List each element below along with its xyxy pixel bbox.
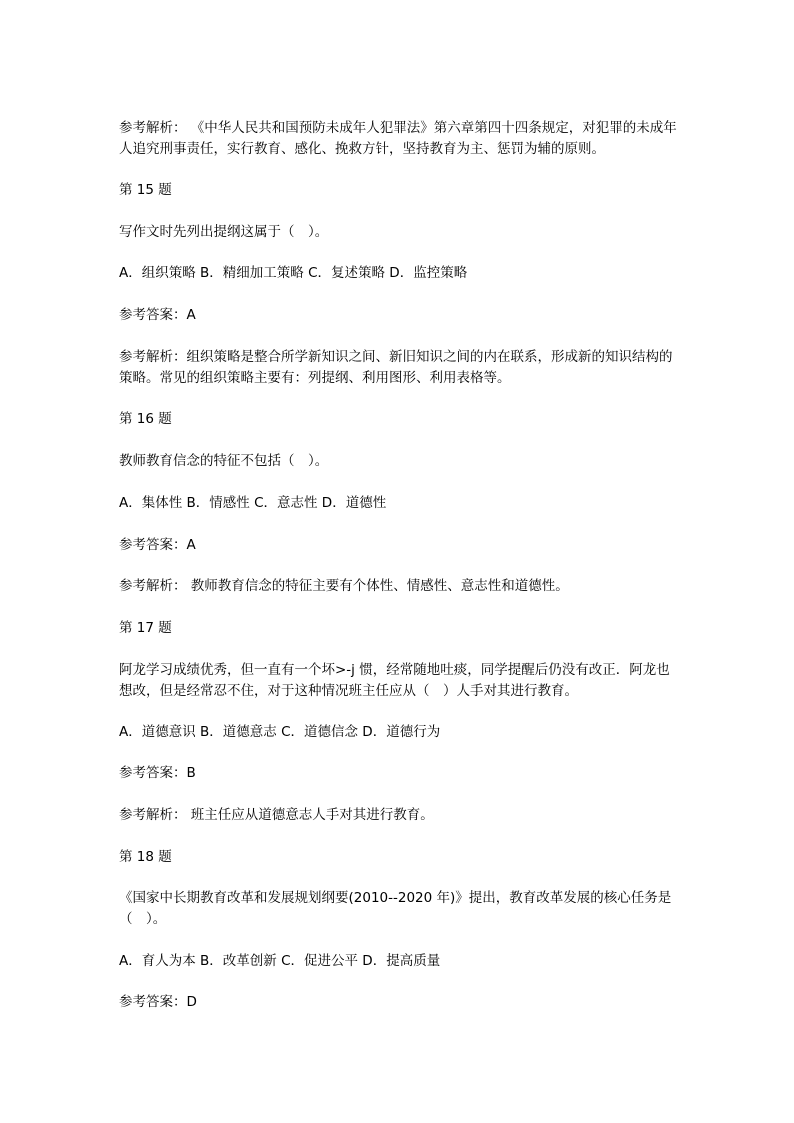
question-15-analysis: 参考解析：组织策略是整合所学新知识之间、新旧知识之间的内在联系，形成新的知识结构的策略。常见的组织策略主要有：列提纲、利用图形、利用表格等。 [119,349,673,386]
question-18-options: A．育人为本 B．改革创新 C．促进公平 D．提高质量 [119,953,441,969]
question-18-answer: 参考答案：D [119,994,197,1010]
question-17-text: 阿龙学习成绩优秀，但一直有一个坏>-j 惯，经常随地吐痰，同学提醒后仍没有改正．阿龙也想改，但是经常忍不住，对于这种情况班主任应从（ ）人手对其进行教育。 [119,662,670,699]
question-15-answer: 参考答案：A [119,307,196,323]
question-17-answer: 参考答案：B [119,765,196,781]
question-15-options: A．组织策略 B．精细加工策略 C．复述策略 D．监控策略 [119,265,468,281]
question-17-analysis: 参考解析： 班主任应从道德意志人手对其进行教育。 [119,807,434,823]
question-number-17: 第 17 题 [119,620,172,636]
question-number-18: 第 18 题 [119,849,172,865]
question-16-analysis: 参考解析： 教师教育信念的特征主要有个体性、情感性、意志性和道德性。 [119,578,569,594]
question-18-text: 《国家中长期教育改革和发展规划纲要(2010--2020 年)》提出，教育改革发展的核心任务是（ ）。 [119,890,672,927]
question-17-options: A．道德意识 B．道德意志 C．道德信念 D．道德行为 [119,724,441,740]
question-16-text: 教师教育信念的特征不包括（ ）。 [119,453,329,469]
question-number-15: 第 15 题 [119,182,172,198]
question-16-answer: 参考答案：A [119,537,196,553]
question-16-options: A．集体性 B．情感性 C．意志性 D．道德性 [119,495,387,511]
question-15-text: 写作文时先列出提纲这属于（ ）。 [119,224,329,240]
analysis-q14: 参考解析： 《中华人民共和国预防未成年人犯罪法》第六章第四十四条规定，对犯罪的未成年人追究刑事责任，实行教育、感化、挽救方针，坚持教育为主、惩罚为辅的原则。 [119,120,677,157]
question-number-16: 第 16 题 [119,411,172,427]
